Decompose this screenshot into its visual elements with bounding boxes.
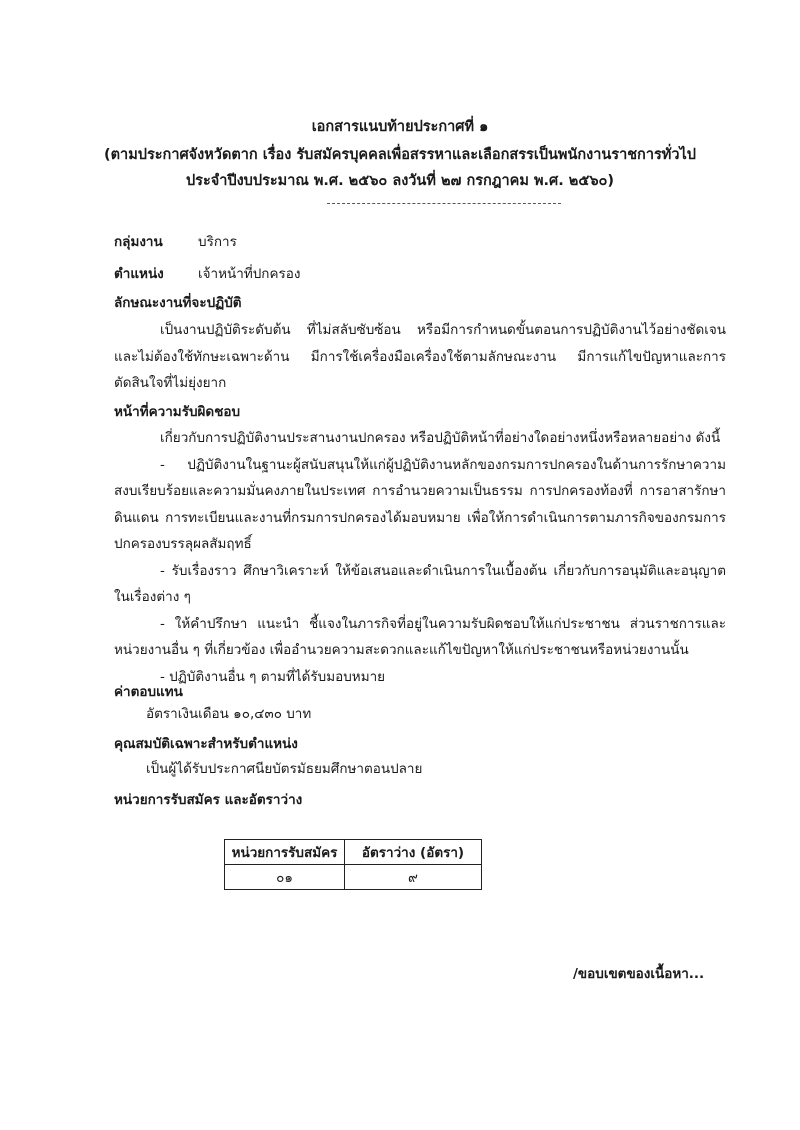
duty-item-4: - ปฏิบัติงานอื่น ๆ ตามที่ได้รับมอบหมาย: [160, 668, 386, 685]
duties-intro: เกี่ยวกับการปฏิบัติงานประสานงานปกครอง หรือปฏิบัติหน้าที่อย่างใดอย่างหนึ่งหรือหลายอย่าง ดังนี้: [160, 430, 721, 446]
job-nature-text: [114, 317, 726, 397]
table-cell-vacancies: ๙: [345, 865, 482, 890]
duty-item-2: - รับเรื่องราว ศึกษาวิเคราะห์ ให้ข้อเสนอและดำเนินการในเบื้องต้น เกี่ยวกับการอนุมัติและอนุญาตในเรื่องต่าง ๆ: [114, 562, 726, 605]
duty-item-3: - ให้คำปรึกษา แนะนำ ชี้แจงในภารกิจที่อยู่ในความรับผิดชอบให้แก่ประชาชน ส่วนราชการและหน่วยงานอื่น ๆ ที่เกี่ยวข้อง เพื่ออำนวยความสะดวกและแก้ไขปัญหาให้แก่ประชาชนหรือหน่วยงานนั้น: [114, 615, 726, 658]
duties-body: [114, 425, 726, 690]
document-title: เอกสารแนบท้ายประกาศที่ ๑: [311, 119, 489, 135]
qualification-heading: คุณสมบัติเฉพาะสำหรับตำแหน่ง: [114, 736, 298, 752]
document-subtitle-line2: ประจำปีงบประมาณ พ.ศ. ๒๕๖๐ ลงวันที่ ๒๗ กรกฎาคม พ.ศ. ๒๕๖๐): [185, 173, 615, 189]
recruitment-heading: หน่วยการรับสมัคร และอัตราว่าง: [114, 792, 303, 808]
duties-heading: หน้าที่ความรับผิดชอบ: [114, 404, 241, 420]
table-header-vacancies: อัตราว่าง (อัตรา): [345, 840, 482, 865]
qualification-text: เป็นผู้ได้รับประกาศนียบัตรมัธยมศึกษาตอนปลาย: [146, 761, 423, 777]
compensation-heading: ค่าตอบแทน: [114, 684, 183, 700]
group-value: บริการ: [198, 234, 237, 250]
recruitment-table: [224, 839, 482, 890]
dashed-divider: [327, 203, 561, 204]
duty-item-1: - ปฏิบัติงานในฐานะผู้สนับสนุนให้แก่ผู้ปฏิบัติงานหลักของกรมการปกครองในด้านการรักษาความสงบเรียบร้อยและความมั่นคงภายในประเทศ การอำนวยความเป็นธรรม การปกครองท้องที่ การอาสารักษาดินแดน การทะเบียนและงานที่กรมการปกครองได้มอบหมาย เพื่อให้การดำเนินการตามภารกิจของกรมการปกครองบรรลุผลสัมฤทธิ์: [114, 456, 726, 552]
job-nature-paragraph: เป็นงานปฏิบัติระดับต้น ที่ไม่สลับซับซ้อน หรือมีการกำหนดขั้นตอนการปฏิบัติงานไว้อย่างชัดเจน และไม่ต้องใช้ทักษะเฉพาะด้าน มีการใช้เครื่องมือเครื่องใช้ตามลักษณะงาน มีการแก้ไขปัญหาและการตัดสินใจที่ไม่ยุ่งยาก: [114, 322, 726, 391]
document-subtitle-line1: (ตามประกาศจังหวัดตาก เรื่อง รับสมัครบุคคลเพื่อสรรหาและเลือกสรรเป็นพนักงานราชการทั่วไป: [104, 147, 696, 163]
table-header-row: [225, 840, 482, 865]
group-label: กลุ่มงาน: [114, 234, 163, 250]
table-row: [225, 865, 482, 890]
compensation-text: อัตราเงินเดือน ๑๐,๔๓๐ บาท: [146, 706, 312, 722]
table-header-unit: หน่วยการรับสมัคร: [225, 840, 345, 865]
position-label: ตำแหน่ง: [114, 266, 164, 282]
position-value: เจ้าหน้าที่ปกครอง: [198, 266, 301, 282]
job-nature-heading: ลักษณะงานที่จะปฏิบัติ: [114, 295, 242, 311]
continuation-note: /ขอบเขตของเนื้อหา...: [573, 966, 705, 982]
table-cell-unit: ๐๑: [225, 865, 345, 890]
